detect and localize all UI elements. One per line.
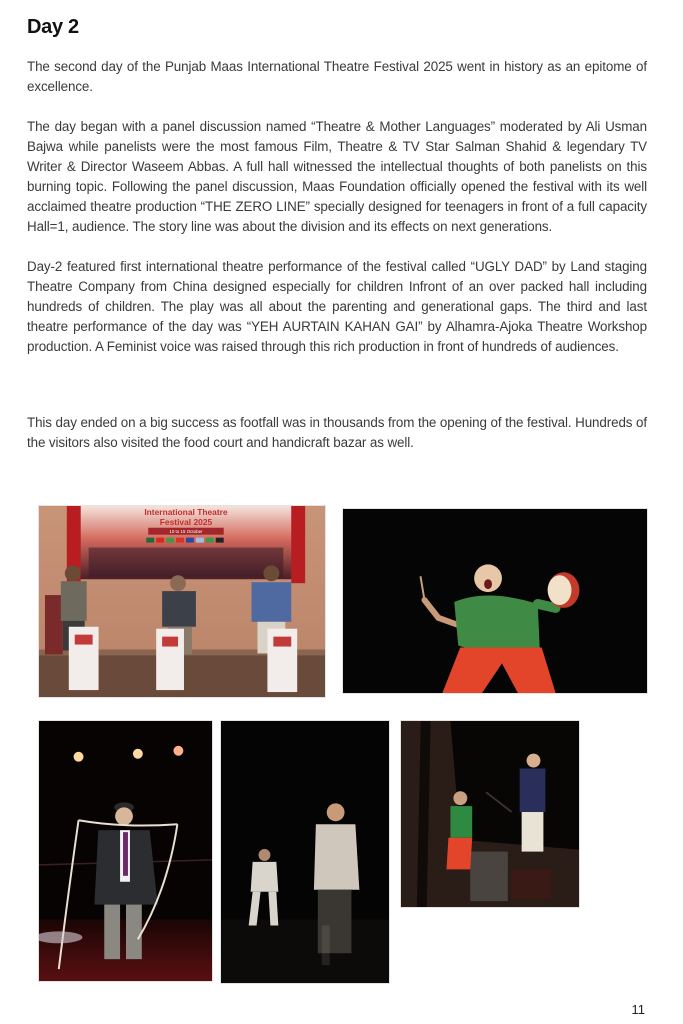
page-heading: Day 2 bbox=[27, 16, 79, 38]
ugly-dad-second-scene-photo bbox=[400, 720, 580, 908]
panel-discussion-photo bbox=[38, 505, 326, 698]
two-actors-performance-image bbox=[221, 721, 389, 983]
page-number: 11 bbox=[631, 1002, 645, 1017]
banner-title-line1: International Theatre bbox=[144, 506, 228, 517]
panel-discussion-paragraph: The day began with a panel discussion named “Theatre & Mother Languages” moderated by Ali Usman Bajwa while panelists were the most famous Film, Theatre & TV Star Salman Shahid & legendary TV Writer & Director Waseem Abbas. A full hall witnessed the intellectual thoughts of both panelists on this burning topic. Following the panel discussion, Maas Foundation officially opened the festival with its well acclaimed theatre production “THE ZERO LINE” specially designed for teenagers in front of a full capacity Hall=1, audience. The story line was about the division and its effects on next generations. bbox=[27, 119, 647, 234]
ugly-dad-performance-image bbox=[343, 509, 647, 693]
banner-dates: 10 to 15 October bbox=[169, 529, 203, 535]
performances-paragraph: Day-2 featured first international theatre performance of the festival called “UGLY DAD” by Land staging Theatre Company from China designed especially for children Infront of an over packed hall including hundreds of children. The play was all about the parenting and generational gaps. The third and last theatre performance of the day was “YEH AURTAIN KAHAN GAI” by Alhamra-Ajoka Theatre Workshop production. A Feminist voice was raised through this rich production in front of hundreds of audiences. bbox=[27, 259, 647, 354]
banner-title-line2: Festival 2025 bbox=[159, 516, 213, 527]
panel-discussion-image bbox=[39, 506, 325, 697]
intro-paragraph: The second day of the Punjab Maas International Theatre Festival 2025 went in history as an epitome of excellence. bbox=[27, 59, 647, 94]
ugly-dad-performance-photo bbox=[342, 508, 648, 694]
rope-performance-image bbox=[39, 721, 212, 981]
two-actors-performance-photo bbox=[220, 720, 390, 984]
rope-performance-photo bbox=[38, 720, 213, 982]
closing-paragraph: This day ended on a big success as footfall was in thousands from the opening of the festival. Hundreds of the visitors also visited the food court and handicraft bazar as well. bbox=[27, 415, 647, 450]
ugly-dad-second-scene-image bbox=[401, 721, 579, 907]
